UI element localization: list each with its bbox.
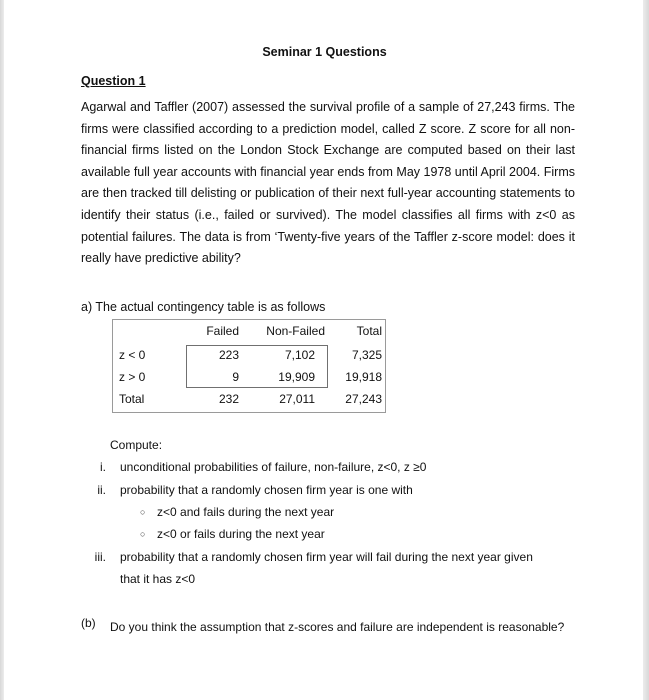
header-non-failed: Non-Failed xyxy=(266,324,325,338)
document-title: Seminar 1 Questions xyxy=(262,45,387,59)
numeral-iii: iii. xyxy=(94,550,106,564)
cell-value: 7,102 xyxy=(284,348,315,362)
list-item-iii: probability that a randomly chosen firm year will fail during the next year given xyxy=(120,550,533,564)
cell-value: 19,909 xyxy=(278,370,315,384)
list-item-iii-cont: that it has z<0 xyxy=(120,572,196,586)
cell-value: 7,325 xyxy=(351,348,382,362)
hollow-bullet-icon: ○ xyxy=(140,529,146,539)
row-label: z > 0 xyxy=(119,370,146,384)
numeral-ii: ii. xyxy=(97,483,106,497)
compute-label: Compute: xyxy=(110,438,163,452)
sub-item: z<0 and fails during the next year xyxy=(157,505,335,519)
intro-paragraph: Agarwal and Taffler (2007) assessed the survival profile of a sample of 27,243 firms. The firms were classified according to a prediction model, called Z score. Z score for all non-financial firms listed on the London Stock Exchange are computed based on their last available full year accounts with financial year ends from May 1978 until April 2004. Firms are then tracked till delisting or publication of their next full-year accounting statements to identify their status (i.e., failed or survived). The model classifies all firms with z<0 as potential failures. The data is from ‘Twenty-five years of the Taffler z-score model: does it really have predictive ability? xyxy=(81,100,575,266)
row-label: Total xyxy=(119,392,145,406)
page-edge-left xyxy=(0,0,4,700)
header-failed: Failed xyxy=(206,324,239,338)
cell-value: 27,011 xyxy=(279,392,315,406)
row-label: z < 0 xyxy=(119,348,146,362)
cell-value: 19,918 xyxy=(345,370,382,384)
sub-item: z<0 or fails during the next year xyxy=(157,527,325,541)
part-a-label: a) The actual contingency table is as follows xyxy=(81,300,326,314)
hollow-bullet-icon: ○ xyxy=(140,507,146,517)
page-edge-right xyxy=(643,0,649,700)
contingency-table xyxy=(112,319,386,413)
cell-value: 223 xyxy=(218,348,239,362)
cell-value: 27,243 xyxy=(345,392,382,406)
cell-value: 232 xyxy=(218,392,239,406)
list-item-i: unconditional probabilities of failure, non-failure, z<0, z ≥0 xyxy=(120,460,427,474)
part-b-question: Do you think the assumption that z-scores and failure are independent is reasonable? xyxy=(110,620,565,634)
cell-value: 9 xyxy=(232,370,239,384)
part-b-label: (b) xyxy=(81,616,96,630)
question-heading: Question 1 xyxy=(81,74,146,88)
numeral-i: i. xyxy=(100,460,106,474)
list-item-ii: probability that a randomly chosen firm year is one with xyxy=(120,483,413,497)
header-total: Total xyxy=(356,324,382,338)
